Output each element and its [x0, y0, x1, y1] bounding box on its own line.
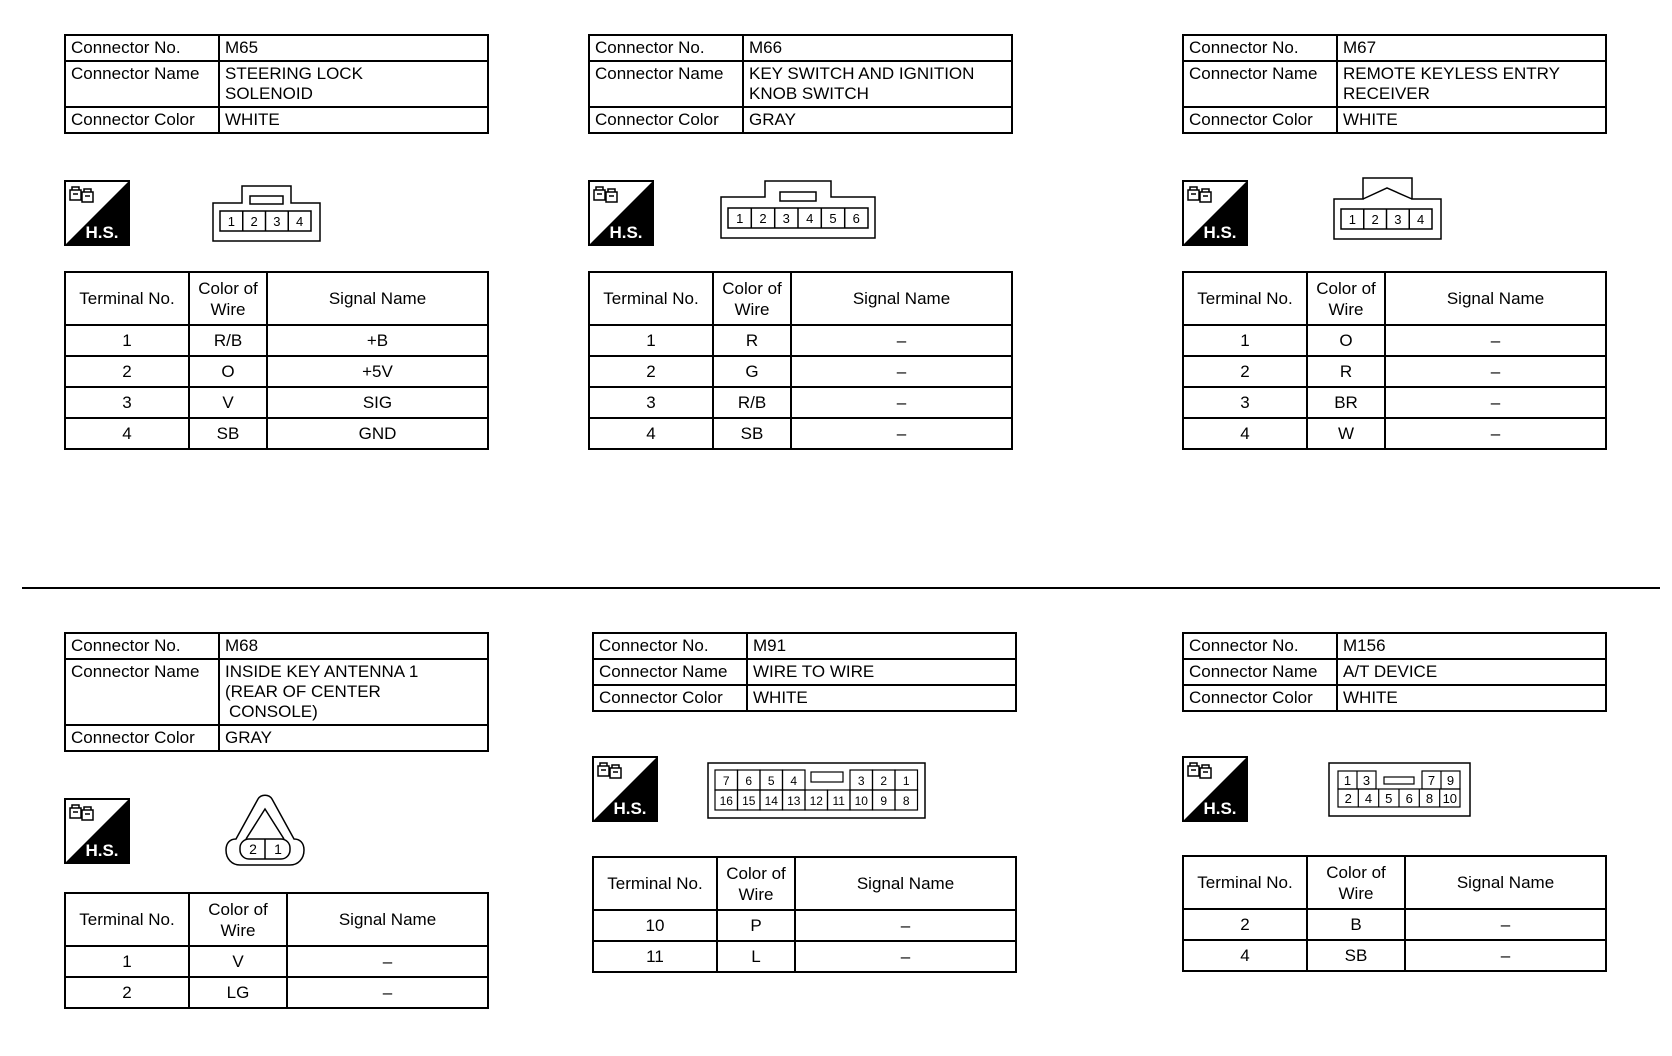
- pin-label: 13: [787, 794, 801, 808]
- connector-no-label: Connector No.: [589, 35, 743, 61]
- pin-label: 1: [1348, 212, 1357, 227]
- harness-side-icon: [1182, 180, 1248, 246]
- pin-label: 1: [227, 214, 236, 229]
- pin-label: 3: [782, 211, 790, 226]
- table-row: 10 P –: [593, 910, 1016, 941]
- connector-name-line: SOLENOID: [225, 84, 313, 103]
- table-row: 4 SB –: [1183, 940, 1606, 971]
- signal-name-header: Signal Name: [795, 857, 1016, 910]
- pin-label: 4: [790, 774, 798, 788]
- pin-label: 16: [719, 794, 733, 808]
- connector-name-value: WIRE TO WIRE: [747, 659, 1016, 685]
- connector-no-label: Connector No.: [65, 633, 219, 659]
- table-row: 2 O +5V: [65, 356, 488, 387]
- pin-label: 2: [880, 774, 888, 788]
- connector-color-label: Connector Color: [1183, 107, 1337, 133]
- harness-side-icon: [1182, 756, 1248, 822]
- section-divider: [22, 587, 1660, 589]
- pin-label: 8: [1425, 791, 1434, 806]
- connector-color-label: Connector Color: [65, 725, 219, 751]
- connector-name-line: INSIDE KEY ANTENNA 1: [225, 662, 419, 681]
- signal-name-header: Signal Name: [791, 272, 1012, 325]
- pin-label: 8: [902, 794, 910, 808]
- pin-label: 1: [1343, 773, 1352, 788]
- terminal-no-header: Terminal No.: [593, 857, 717, 910]
- pin-label: 1: [274, 841, 282, 857]
- connector-info-table: [588, 34, 1013, 134]
- connector-no-label: Connector No.: [593, 633, 747, 659]
- connector-color-value: WHITE: [1337, 685, 1606, 711]
- connector-no-value: M67: [1337, 35, 1606, 61]
- connector-name-value: [219, 659, 488, 725]
- pin-label: 2: [1371, 212, 1379, 227]
- connector-no-value: M68: [219, 633, 488, 659]
- connector-color-label: Connector Color: [593, 685, 747, 711]
- pin-label: 3: [273, 214, 281, 229]
- pin-label: 9: [880, 794, 888, 808]
- pin-label: 2: [250, 214, 258, 229]
- terminal-table-m91: [592, 856, 1017, 973]
- harness-side-icon: [592, 756, 658, 822]
- pin-label: 12: [809, 794, 823, 808]
- pin-label: 6: [1405, 791, 1413, 806]
- terminal-no-header: Terminal No.: [65, 272, 189, 325]
- connector-name-value: [743, 61, 1012, 107]
- pin-label: 10: [1442, 791, 1458, 806]
- connector-no-label: Connector No.: [1183, 35, 1337, 61]
- pin-label: 15: [742, 794, 756, 808]
- connector-face-diagram: [1333, 177, 1443, 241]
- terminal-table-m67: [1182, 271, 1607, 450]
- connector-name-line: KNOB SWITCH: [749, 84, 869, 103]
- table-row: 11 L –: [593, 941, 1016, 972]
- connector-name-label: Connector Name: [65, 659, 219, 725]
- connector-no-value: M156: [1337, 633, 1606, 659]
- connector-name-label: Connector Name: [65, 61, 219, 107]
- signal-name-header: Signal Name: [1405, 856, 1606, 909]
- connector-no-value: M66: [743, 35, 1012, 61]
- pin-label: 1: [902, 774, 910, 788]
- pin-label: 4: [806, 211, 814, 226]
- connector-face-diagram: [707, 762, 927, 820]
- signal-name-header: Signal Name: [287, 893, 488, 946]
- connector-name-value: A/T DEVICE: [1337, 659, 1606, 685]
- connector-info-table: [592, 632, 1017, 712]
- table-row: 2 G –: [589, 356, 1012, 387]
- connector-no-label: Connector No.: [65, 35, 219, 61]
- connector-name-label: Connector Name: [1183, 659, 1337, 685]
- pin-label: 10: [854, 794, 868, 808]
- hs-label: H.S.: [85, 841, 119, 860]
- connector-face-diagram: [224, 793, 306, 869]
- table-row: 1 R/B +B: [65, 325, 488, 356]
- connector-block-m68: [64, 632, 489, 752]
- connector-color-value: WHITE: [1337, 107, 1606, 133]
- connector-name-line: RECEIVER: [1343, 84, 1430, 103]
- table-row: 1 R –: [589, 325, 1012, 356]
- wire-color-header: Color of Wire: [189, 893, 287, 946]
- table-row: 4 SB GND: [65, 418, 488, 449]
- table-row: 4 SB –: [589, 418, 1012, 449]
- connector-block-m66: [588, 34, 1013, 134]
- pin-label: 2: [759, 211, 767, 226]
- connector-face-diagram: [212, 185, 322, 243]
- pin-label: 6: [852, 211, 860, 226]
- connector-name-label: Connector Name: [593, 659, 747, 685]
- wire-color-header: Color of Wire: [1307, 856, 1405, 909]
- connector-color-label: Connector Color: [589, 107, 743, 133]
- pin-label: 14: [764, 794, 778, 808]
- terminal-no-header: Terminal No.: [65, 893, 189, 946]
- hs-label: H.S.: [1203, 799, 1237, 818]
- connector-name-line: REMOTE KEYLESS ENTRY: [1343, 64, 1560, 83]
- pin-label: 3: [1394, 212, 1402, 227]
- connector-face-diagram: [1328, 762, 1472, 818]
- pin-label: 3: [1362, 773, 1371, 788]
- hs-label: H.S.: [85, 223, 119, 242]
- connector-name-line: STEERING LOCK: [225, 64, 363, 83]
- connector-info-table: [64, 34, 489, 134]
- connector-color-value: WHITE: [747, 685, 1016, 711]
- connector-name-value: [219, 61, 488, 107]
- pin-label: 6: [745, 774, 753, 788]
- signal-name-header: Signal Name: [267, 272, 488, 325]
- connector-color-label: Connector Color: [1183, 685, 1337, 711]
- hs-label: H.S.: [609, 223, 643, 242]
- harness-side-icon: [64, 180, 130, 246]
- wire-color-header: Color of Wire: [713, 272, 791, 325]
- pin-label: 5: [829, 211, 837, 226]
- pin-label: 4: [1416, 212, 1425, 227]
- terminal-table-m66: [588, 271, 1013, 450]
- pin-label: 5: [1385, 791, 1393, 806]
- connector-info-table: [64, 632, 489, 752]
- connector-name-line: CONSOLE): [229, 702, 318, 721]
- table-row: 2 LG –: [65, 977, 488, 1008]
- table-row: 2 B –: [1183, 909, 1606, 940]
- hs-label: H.S.: [1203, 223, 1237, 242]
- connector-block-m156: [1182, 632, 1607, 712]
- harness-side-icon: [64, 798, 130, 864]
- connector-name-label: Connector Name: [589, 61, 743, 107]
- terminal-table-m156: [1182, 855, 1607, 972]
- connector-info-table: [1182, 632, 1607, 712]
- connector-block-m65: [64, 34, 489, 134]
- wire-color-header: Color of Wire: [189, 272, 267, 325]
- wire-color-header: Color of Wire: [717, 857, 795, 910]
- pin-label: 11: [832, 794, 845, 808]
- pin-label: 7: [1427, 773, 1436, 788]
- connector-color-value: GRAY: [219, 725, 488, 751]
- connector-color-value: WHITE: [219, 107, 488, 133]
- terminal-no-header: Terminal No.: [1183, 272, 1307, 325]
- pin-label: 7: [722, 774, 730, 788]
- connector-block-m67: [1182, 34, 1607, 134]
- terminal-no-header: Terminal No.: [589, 272, 713, 325]
- connector-color-label: Connector Color: [65, 107, 219, 133]
- table-row: 3 R/B –: [589, 387, 1012, 418]
- connector-block-m91: [592, 632, 1017, 712]
- connector-no-label: Connector No.: [1183, 633, 1337, 659]
- connector-face-diagram: [720, 180, 876, 240]
- pin-label: 4: [295, 214, 304, 229]
- table-row: 3 BR –: [1183, 387, 1606, 418]
- table-row: 4 W –: [1183, 418, 1606, 449]
- hs-label: H.S.: [613, 799, 647, 818]
- connector-info-table: [1182, 34, 1607, 134]
- pin-label: 5: [767, 774, 775, 788]
- table-row: 1 V –: [65, 946, 488, 977]
- connector-color-value: GRAY: [743, 107, 1012, 133]
- table-row: 1 O –: [1183, 325, 1606, 356]
- pin-label: 1: [736, 211, 744, 226]
- connector-name-line: KEY SWITCH AND IGNITION: [749, 64, 975, 83]
- connector-name-line: (REAR OF CENTER: [225, 682, 381, 701]
- harness-side-icon: [588, 180, 654, 246]
- pin-label: 3: [857, 774, 865, 788]
- pin-label: 9: [1446, 773, 1455, 788]
- connector-no-value: M65: [219, 35, 488, 61]
- table-row: 2 R –: [1183, 356, 1606, 387]
- connector-name-value: [1337, 61, 1606, 107]
- terminal-table-m65: [64, 271, 489, 450]
- pin-label: 4: [1364, 791, 1373, 806]
- connector-no-value: M91: [747, 633, 1016, 659]
- pin-label: 2: [249, 841, 257, 857]
- connector-name-label: Connector Name: [1183, 61, 1337, 107]
- wire-color-header: Color of Wire: [1307, 272, 1385, 325]
- table-row: 3 V SIG: [65, 387, 488, 418]
- terminal-table-m68: [64, 892, 489, 1009]
- terminal-no-header: Terminal No.: [1183, 856, 1307, 909]
- pin-label: 2: [1344, 791, 1352, 806]
- signal-name-header: Signal Name: [1385, 272, 1606, 325]
